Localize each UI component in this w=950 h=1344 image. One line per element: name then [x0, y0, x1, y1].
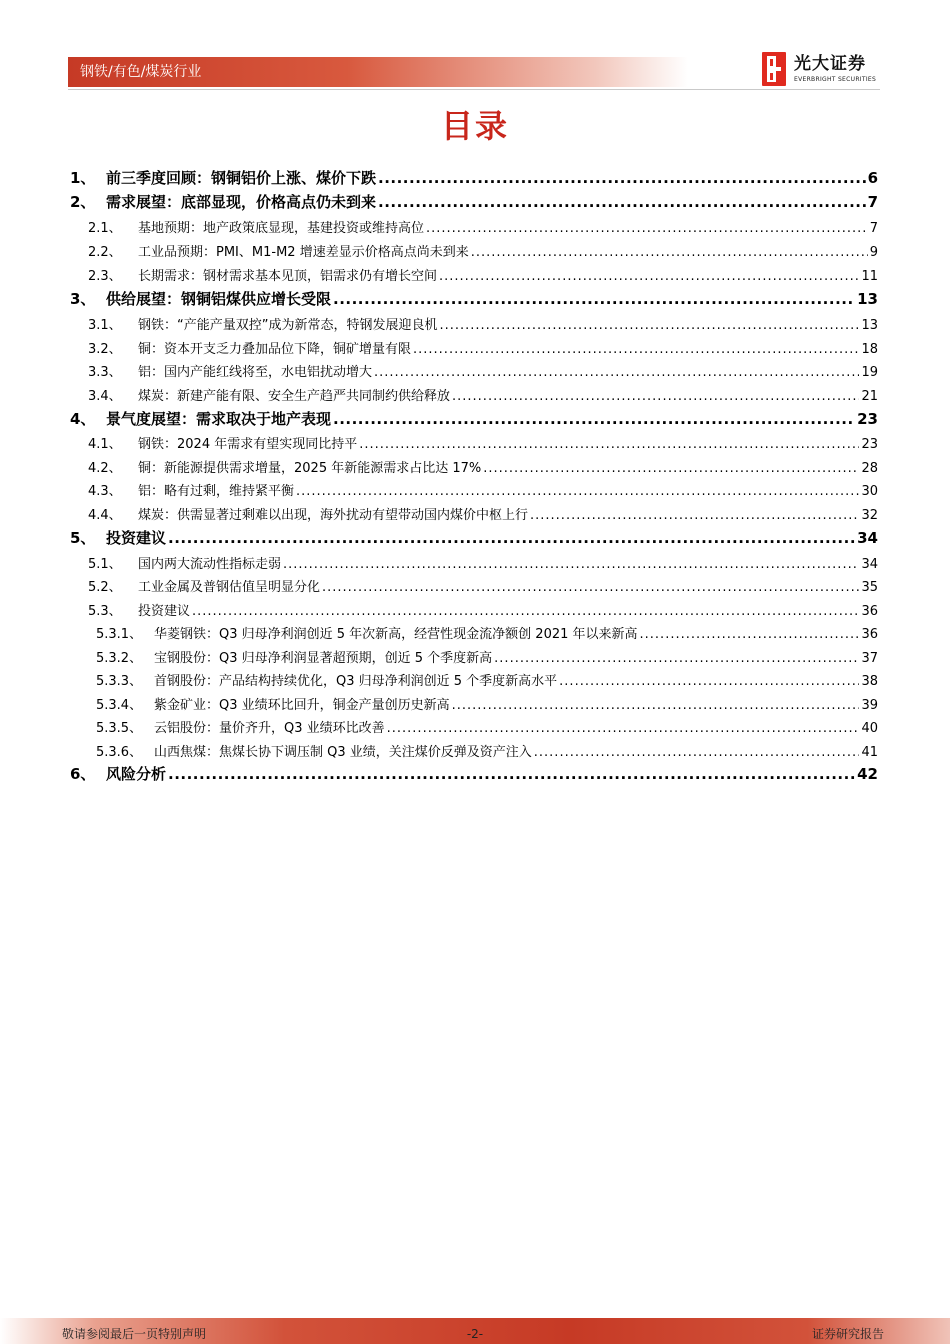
- logo-name-en: EVERBRIGHT SECURITIES: [794, 76, 877, 83]
- toc-number: 5.3、: [88, 604, 122, 619]
- toc-title: 景气度展望：需求取决于地产表现: [106, 410, 332, 428]
- toc-leader-dots: [374, 365, 859, 380]
- toc-entry-2-2[interactable]: [70, 241, 878, 261]
- toc-title: 国内两大流动性指标走弱: [138, 557, 282, 572]
- brand-logo: [762, 52, 882, 88]
- toc-number: 3.1、: [88, 318, 122, 333]
- toc-leader-dots: [168, 765, 855, 783]
- toc-leader-dots: [426, 221, 868, 236]
- toc-title: 钢铁：“产能产量双控”成为新常态，特钢发展迎良机: [138, 318, 438, 333]
- toc-leader-dots: [413, 342, 859, 357]
- header-divider: [68, 89, 880, 90]
- toc-page-number: 6: [867, 169, 878, 187]
- toc-number: 5.1、: [88, 557, 122, 572]
- toc-entry-4[interactable]: [70, 408, 878, 430]
- toc-page-number: 11: [861, 269, 878, 284]
- toc-number: 5.3.2、: [96, 651, 143, 666]
- toc-entry-5-1[interactable]: [70, 553, 878, 573]
- footer-report-type: 证券研究报告: [811, 1327, 884, 1341]
- toc-title: 投资建议: [138, 604, 191, 619]
- toc-leader-dots: [359, 437, 859, 452]
- toc-number: 5.3.6、: [96, 745, 143, 760]
- toc-page-number: 9: [869, 245, 878, 260]
- toc-leader-dots: [333, 410, 855, 428]
- toc-leader-dots: [483, 461, 859, 476]
- toc-page-number: 40: [861, 721, 878, 736]
- toc-entry-3-2[interactable]: [70, 338, 878, 358]
- toc-page-number: 39: [861, 698, 878, 713]
- toc-leader-dots: [559, 674, 859, 689]
- toc-title: 投资建议: [106, 529, 167, 547]
- toc-title: 紫金矿业：Q3 业绩环比回升，铜金产量创历史新高: [154, 698, 450, 713]
- toc-number: 5.3.5、: [96, 721, 143, 736]
- toc-leader-dots: [378, 193, 866, 211]
- toc-page-number: 36: [861, 604, 878, 619]
- toc-page-number: 35: [861, 580, 878, 595]
- toc-entry-5[interactable]: [70, 527, 878, 549]
- toc-page-number: 38: [861, 674, 878, 689]
- toc-page-number: 19: [861, 365, 878, 380]
- toc-title: 云铝股份：量价齐升，Q3 业绩环比改善: [154, 721, 385, 736]
- toc-number: 5.3.1、: [96, 627, 143, 642]
- toc-number: 6、: [70, 765, 96, 783]
- toc-leader-dots: [439, 318, 859, 333]
- toc-page-number: 13: [861, 318, 878, 333]
- toc-entry-2[interactable]: [70, 191, 878, 213]
- toc-leader-dots: [387, 721, 860, 736]
- header-section-title: 钢铁/有色/煤炭行业: [80, 64, 202, 80]
- toc-page-number: 34: [857, 529, 878, 547]
- toc-entry-3-4[interactable]: [70, 385, 878, 405]
- toc-title: 铜：资本开支乏力叠加品位下降，铜矿增量有限: [138, 342, 412, 357]
- toc-leader-dots: [452, 389, 859, 404]
- toc-page-number: 36: [861, 627, 878, 642]
- toc-number: 5、: [70, 529, 96, 547]
- toc-leader-dots: [333, 290, 855, 308]
- toc-title: 煤炭：新建产能有限、安全生产趋严共同制约供给释放: [138, 389, 451, 404]
- toc-title: 工业金属及普钢估值呈明显分化: [138, 580, 321, 595]
- toc-page-number: 34: [861, 557, 878, 572]
- toc-number: 4.4、: [88, 508, 122, 523]
- toc-leader-dots: [322, 580, 859, 595]
- toc-number: 1、: [70, 169, 96, 187]
- toc-entry-5-3-5[interactable]: [70, 717, 878, 737]
- toc-leader-dots: [534, 745, 860, 760]
- toc-title: 首钢股份：产品结构持续优化，Q3 归母净利润创近 5 个季度新高水平: [154, 674, 558, 689]
- toc-page-number: 7: [869, 221, 878, 236]
- toc-entry-2-3[interactable]: [70, 265, 878, 285]
- toc-number: 2.2、: [88, 245, 122, 260]
- toc-number: 4.2、: [88, 461, 122, 476]
- toc-page-number: 23: [861, 437, 878, 452]
- toc-number: 4、: [70, 410, 96, 428]
- toc-entry-5-3-3[interactable]: [70, 670, 878, 690]
- toc-leader-dots: [378, 169, 866, 187]
- toc-title: 需求展望：底部显现，价格高点仍未到来: [106, 193, 377, 211]
- toc-entry-5-3-4[interactable]: [70, 694, 878, 714]
- toc-number: 5.3.3、: [96, 674, 143, 689]
- toc-title: 铝：略有过剩，维持紧平衡: [138, 484, 295, 499]
- toc-leader-dots: [452, 698, 860, 713]
- toc-page-number: 18: [861, 342, 878, 357]
- toc-title: 宝钢股份：Q3 归母净利润显著超预期，创近 5 个季度新高: [154, 651, 493, 666]
- toc-leader-dots: [530, 508, 859, 523]
- toc-number: 3.3、: [88, 365, 122, 380]
- toc-entry-3-1[interactable]: [70, 314, 878, 334]
- toc-entry-2-1[interactable]: [70, 217, 878, 237]
- toc-title: 钢铁：2024 年需求有望实现同比持平: [138, 437, 358, 452]
- toc-title: 风险分析: [106, 765, 167, 783]
- toc-leader-dots: [192, 604, 859, 619]
- toc-leader-dots: [471, 245, 868, 260]
- logo-name-cn: 光大证券: [794, 54, 866, 74]
- toc-entry-5-3[interactable]: [70, 600, 878, 620]
- toc-page-number: 32: [861, 508, 878, 523]
- toc-title: 山西焦煤：焦煤长协下调压制 Q3 业绩，关注煤价反弹及资产注入: [154, 745, 532, 760]
- toc-page-number: 41: [861, 745, 878, 760]
- toc-entry-5-3-6[interactable]: [70, 741, 878, 761]
- toc-entry-6[interactable]: [70, 763, 878, 785]
- toc-title: 前三季度回顾：钢铜铝价上涨、煤价下跌: [106, 169, 377, 187]
- toc-page-number: 7: [867, 193, 878, 211]
- toc-entry-4-3[interactable]: [70, 480, 878, 500]
- toc-page-number: 13: [857, 290, 878, 308]
- toc-leader-dots: [296, 484, 859, 499]
- toc-number: 2.1、: [88, 221, 122, 236]
- toc-title: 煤炭：供需显著过剩难以出现，海外扰动有望带动国内煤价中枢上行: [138, 508, 529, 523]
- toc-title: 基地预期：地产政策底显现，基建投资或维持高位: [138, 221, 425, 236]
- footer-disclaimer: 敬请参阅最后一页特别声明: [62, 1327, 207, 1341]
- toc-title: 供给展望：钢铜铝煤供应增长受限: [106, 290, 332, 308]
- toc-entry-5-2[interactable]: [70, 576, 878, 596]
- toc-number: 2.3、: [88, 269, 122, 284]
- toc-leader-dots: [283, 557, 859, 572]
- toc-entry-3[interactable]: [70, 288, 878, 310]
- toc-title: 长期需求：钢材需求基本见顶，铝需求仍有增长空间: [138, 269, 438, 284]
- toc-number: 4.1、: [88, 437, 122, 452]
- toc-page-number: 21: [861, 389, 878, 404]
- toc-title: 铜：新能源提供需求增量，2025 年新能源需求占比达 17%: [138, 461, 482, 476]
- toc-page-number: 23: [857, 410, 878, 428]
- toc-number: 3.4、: [88, 389, 122, 404]
- toc-page-number: 37: [861, 651, 878, 666]
- toc-entry-5-3-1[interactable]: [70, 623, 878, 643]
- toc-title: 华菱钢铁：Q3 归母净利润创近 5 年次新高，经营性现金流净额创 2021 年以来新高: [154, 627, 638, 642]
- toc-number: 5.2、: [88, 580, 122, 595]
- toc-page-number: 30: [861, 484, 878, 499]
- toc-entry-5-3-2[interactable]: [70, 647, 878, 667]
- toc-entry-4-2[interactable]: [70, 457, 878, 477]
- toc-leader-dots: [168, 529, 855, 547]
- toc-leader-dots: [439, 269, 859, 284]
- toc-entry-4-1[interactable]: [70, 433, 878, 453]
- footer-page-number: -2-: [466, 1327, 484, 1341]
- toc-number: 5.3.4、: [96, 698, 143, 713]
- toc-entry-3-3[interactable]: [70, 361, 878, 381]
- toc-entry-4-4[interactable]: [70, 504, 878, 524]
- toc-entry-1[interactable]: [70, 167, 878, 189]
- toc-title: 工业品预期：PMI、M1-M2 增速差显示价格高点尚未到来: [138, 245, 469, 260]
- toc-leader-dots: [640, 627, 860, 642]
- toc-number: 3、: [70, 290, 96, 308]
- toc-title: 铝：国内产能红线将至，水电铝扰动增大: [138, 365, 373, 380]
- toc-leader-dots: [494, 651, 859, 666]
- toc-number: 3.2、: [88, 342, 122, 357]
- everbright-logo-icon: [762, 52, 786, 86]
- toc-page-number: 42: [857, 765, 878, 783]
- toc-page-number: 28: [861, 461, 878, 476]
- page-title: 目录: [440, 107, 509, 145]
- toc-number: 4.3、: [88, 484, 122, 499]
- toc-number: 2、: [70, 193, 96, 211]
